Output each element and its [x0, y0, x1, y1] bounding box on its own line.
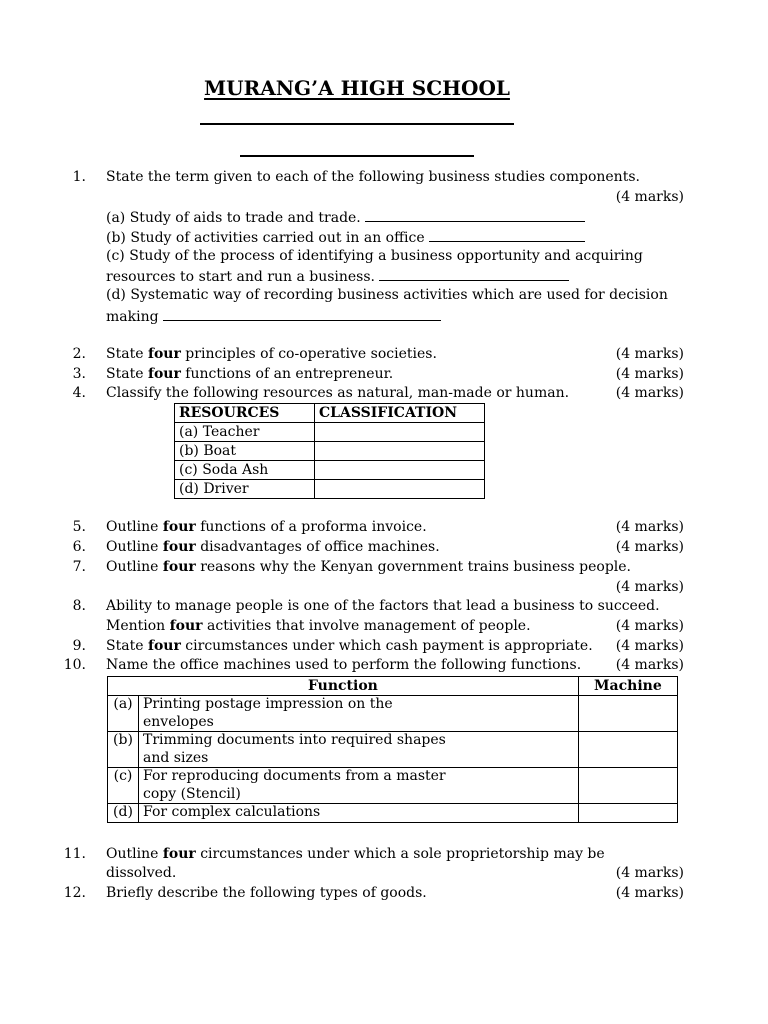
- question-text: Outline four reasons why the Kenyan government trains business people.: [106, 559, 631, 575]
- question-number: 4.: [72, 385, 86, 401]
- question-text: State the term given to each of the following business studies components.: [106, 169, 640, 185]
- answer-cell[interactable]: [578, 768, 677, 804]
- machines-table: [107, 676, 678, 823]
- question-marks: (4 marks): [615, 638, 684, 654]
- question-marks: (4 marks): [615, 366, 684, 382]
- question-number: 12.: [63, 885, 86, 901]
- question-marks: (4 marks): [615, 579, 684, 595]
- sub-question-d: (d) Systematic way of recording business activities which are used for decision: [106, 287, 668, 303]
- table-row: (c) For reproducing documents from a master copy (Stencil): [108, 768, 678, 804]
- table-row: (d) For complex calculations: [108, 804, 678, 823]
- header-rule-2: [240, 155, 474, 157]
- question-number: 11.: [63, 846, 86, 862]
- question-text: Outline four disadvantages of office machines.: [106, 539, 440, 555]
- question-text: Name the office machines used to perform the following functions.: [106, 657, 582, 673]
- answer-cell[interactable]: [578, 804, 677, 823]
- resources-table: [174, 403, 485, 499]
- question-marks: (4 marks): [615, 519, 684, 535]
- answer-cell[interactable]: [315, 480, 485, 499]
- sub-question-b: (b) Study of activities carried out in an office: [106, 227, 585, 249]
- school-title: MURANG’A HIGH SCHOOL: [204, 76, 510, 100]
- table-row: (b) Trimming documents into required shapes and sizes: [108, 732, 678, 768]
- question-text: Classify the following resources as natural, man-made or human.: [106, 385, 570, 401]
- question-text: State four principles of co-operative societies.: [106, 346, 437, 362]
- question-number: 10.: [63, 657, 86, 673]
- question-text: State four circumstances under which cash payment is appropriate.: [106, 638, 593, 654]
- table-row: (a) Teacher: [175, 423, 485, 442]
- answer-cell[interactable]: [315, 442, 485, 461]
- table-row: (c) Soda Ash: [175, 461, 485, 480]
- question-number: 9.: [72, 638, 86, 654]
- answer-cell[interactable]: [578, 732, 677, 768]
- header-rule-1: [200, 123, 514, 125]
- answer-blank[interactable]: [163, 306, 441, 321]
- question-marks: (4 marks): [615, 657, 684, 673]
- question-number: 5.: [72, 519, 86, 535]
- question-text: Outline four functions of a proforma invoice.: [106, 519, 427, 535]
- answer-cell[interactable]: [578, 696, 677, 732]
- question-number: 8.: [72, 598, 86, 614]
- question-text: Briefly describe the following types of goods.: [106, 885, 427, 901]
- question-text: Ability to manage people is one of the factors that lead a business to succeed.: [106, 598, 660, 614]
- question-marks: (4 marks): [615, 885, 684, 901]
- question-marks: (4 marks): [615, 539, 684, 555]
- question-number: 3.: [72, 366, 86, 382]
- question-text-cont: Mention four activities that involve management of people.: [106, 618, 531, 634]
- table-row: (a) Printing postage impression on the envelopes: [108, 696, 678, 732]
- answer-cell[interactable]: [315, 461, 485, 480]
- question-number: 7.: [72, 559, 86, 575]
- table-row: (d) Driver: [175, 480, 485, 499]
- question-marks: (4 marks): [615, 385, 684, 401]
- question-number: 1.: [72, 169, 86, 185]
- sub-question-d-cont: making: [106, 306, 441, 328]
- answer-cell[interactable]: [315, 423, 485, 442]
- table-row: (b) Boat: [175, 442, 485, 461]
- sub-question-a: (a) Study of aids to trade and trade.: [106, 207, 585, 229]
- sub-question-c-cont: resources to start and run a business.: [106, 266, 569, 288]
- table-header: CLASSIFICATION: [315, 404, 485, 423]
- question-marks: (4 marks): [615, 346, 684, 362]
- question-text: State four functions of an entrepreneur.: [106, 366, 394, 382]
- sub-question-c: (c) Study of the process of identifying a business opportunity and acquiring: [106, 248, 643, 264]
- table-header: Function: [108, 677, 579, 696]
- table-header: Machine: [578, 677, 677, 696]
- question-text-cont: dissolved.: [106, 865, 177, 881]
- question-number: 6.: [72, 539, 86, 555]
- table-header: RESOURCES: [175, 404, 315, 423]
- answer-blank[interactable]: [379, 266, 569, 281]
- answer-blank[interactable]: [365, 207, 585, 222]
- question-marks: (4 marks): [615, 189, 684, 205]
- question-marks: (4 marks): [615, 865, 684, 881]
- question-text: Outline four circumstances under which a sole proprietorship may be: [106, 846, 605, 862]
- question-number: 2.: [72, 346, 86, 362]
- answer-blank[interactable]: [429, 227, 585, 242]
- question-marks: (4 marks): [615, 618, 684, 634]
